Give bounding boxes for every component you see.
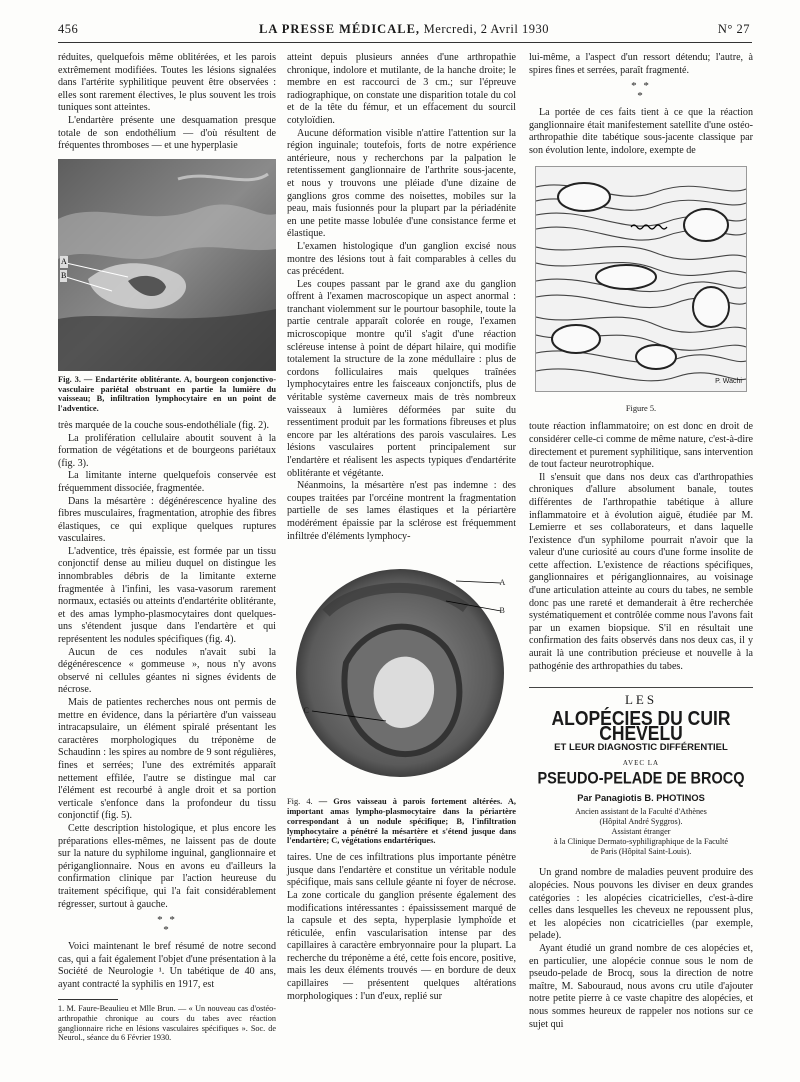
- paragraph: L'adventice, très épaissie, est formée par un tissu conjonctif dense au milieu duquel on distingue les innombrables débris de la limitante externe fragmentée à l'infini, les vasa-vasorum rarement normaux, ectasiés ou atteints d'endartérite oblitérante, et des amas lympho-plasmocytaires dont quelques-uns s'étendent jusque dans l'endartère et qui représentent les nodules spécifiques (fig. 4).: [58, 545, 276, 646]
- paragraph: Aucune déformation visible n'attire l'attention sur la région inguinale; toutefois, forts de notre expérience antérieure, nous y recherchons par la palpation le retentissement ganglionnaire de l'arthrite sous-jacente, et nous y trouvons une pléiade d'une dizaine de ganglions gros comme des noisettes, mobiles sur la peau, mais fusionnés pour la plupart par la périadénite en une petite masse lobulée d'une consistance ferme et élastique.: [287, 127, 516, 240]
- paragraph: toute réaction inflammatoire; on est donc en droit de considérer celle-ci comme de même nature, c'est-à-dire directement et purement syphilitique, sans intervention de tout facteur neurotrophique.: [529, 421, 753, 471]
- paragraph: Les coupes passant par le grand axe du ganglion offrent à l'examen macroscopique un aspect anormal : tranchant violemment sur le pourtour basophile, toute la partie centrale apparaît colorée en rouge, l'examen microscopique montre qu'il s'agit d'une réaction scléreuse intense à point de départ hilaire, qui modifie totalement la structure de la zone médullaire : plus de cordons folliculaires mais quelques traînées lymphocytaires entre les faisceaux conjonctifs, plus de véritable système caverneux mais de très nombreux vaisseaux à lumières déformées par suite du ressentiment produit par les formations fibreuses et plus encore par les altérations des parois vasculaires. Les lésions vasculaires portent principalement sur l'endartère et réalisent les aspects typiques d'endartérite oblitérante et végétante.: [287, 278, 516, 479]
- article-title: ALOPÉCIES DU CUIR CHEVELU: [551, 706, 731, 744]
- caption-label: Fig. 3.: [58, 374, 81, 384]
- paragraph: La prolifération cellulaire aboutit souvent à la formation de végétations et de bourgeons pariétaux (fig. 3).: [58, 432, 276, 469]
- figure-5-drawing: [535, 166, 747, 392]
- issue-date: Mercredi, 2 Avril 1930: [423, 22, 549, 36]
- article-subtitle: ET LEUR DIAGNOSTIC DIFFÉRENTIEL: [554, 742, 728, 754]
- figure-label-c: C: [303, 706, 309, 716]
- section-separator: * * *: [631, 80, 651, 103]
- paragraph: Il s'ensuit que dans nos deux cas d'arthropathies chroniques d'allure absolument banale, toutes différentes de l'arthropathie tabétique à allure inflammatoire et à évolution aiguë, étudiée par M. Lemierre et ses collaborateurs, et dans laquelle l'existence d'un syphilome pourrait n'avoir que la valeur d'une curiosité au cours d'une forme insolite de cette affection. L'existence de réactions spécifiques, ganglionnaires et périganglionnaires, au voisinage d'une articulation atteinte au cours du tabes, ne semble donc pas une rareté et demanderait à être recherchée systématiquement et contrôlée comme nous l'avons fait par un examen biopsique. S'il en résultait une confirmation des faits observés dans nos deux cas, il y aurait là une contribution précieuse et nouvelle à la pathogénie des arthropathies du tabes.: [529, 471, 753, 672]
- footnote: 1. M. Faure-Beaulieu et Mlle Brun. — « Un nouveau cas d'ostéo-arthropathie chronique au cours du tabes avec réaction ganglionnaire riche en lésions vasculaires spécifiques ». Soc. de Neurol., séance du 6 Février 1930.: [58, 1004, 276, 1043]
- figure-label-b: B: [499, 606, 505, 616]
- paragraph: L'endartère présente une desquamation presque totale de son endothélium — d'où résultent de fréquentes thromboses — et une hyperplasie: [58, 114, 276, 152]
- paragraph: réduites, quelquefois même oblitérées, et les parois extrêmement modifiées. Toutes les lésions signalées dans l'artérite syphilitique peuvent être observées : elles sont rarement électives, le plus souvent les trois tuniques sont atteintes.: [58, 52, 276, 114]
- paragraph: L'examen histologique d'un ganglion excisé nous montre des lésions tout à fait comparables à celles du cas précédent.: [287, 240, 516, 278]
- paragraph: très marquée de la couche sous-endothéliale (fig. 2).: [58, 419, 270, 431]
- figure-3-micrograph: [58, 159, 276, 371]
- running-header: [58, 20, 750, 42]
- paragraph: taires. Une de ces infiltrations plus importante pénètre jusque dans l'endartère et constitue un véritable nodule spécifique, mais sans cellule géante ni foyer de nécrose. La zone corticale du ganglion présente également des modifications intéressantes : épaississement marqué de la capsule et des septa, hyperplasie lymphoïde et réticulée, enfin vascularisation intense par des capillaires à caractère embryonnaire pour la plupart. La recherche du tréponème a été, cette fois encore, positive, mais les deux éléments trouvés — en bordure de deux capillaires — présentent quelques altérations morphologiques : l'un d'eux, replié sur: [287, 852, 516, 1002]
- paragraph: Ayant étudié un grand nombre de ces alopécies et, en particulier, une alopécie connue sous le nom de pseudo-pelade de Brocq, sous la direction de notre maître, M. Sabouraud, nous avons cru utile d'ajouter notre petite pierre à ce vaste chapitre des alopécies, et nous sommes heureux de rappeler nos notions sur ce sujet qui: [529, 942, 753, 1030]
- paragraph: lui-même, a l'aspect d'un ressort détendu; l'autre, à spires fines et serrées, paraît fragmenté.: [529, 52, 753, 76]
- caption-label: Fig. 4.: [287, 797, 313, 807]
- figure-5-caption: Figure 5.: [625, 403, 657, 413]
- article-title-secondary: PSEUDO-PELADE DE BROCQ: [537, 769, 745, 789]
- paragraph: Un grand nombre de maladies peuvent produire des alopécies. Nous pouvons les diviser en deux grandes catégories : les alopécies cicatricielles, c'est-à-dire celles dans lesquelles les cheveux ne repoussent plus, et les alopécies non cicatricielles (par exemple, pelade).: [529, 867, 753, 942]
- caption-text: — Endartérite oblitérante. A, bourgeon conjonctivo-vasculaire pariétal obstruant en partie la lumière du vaisseau; B, infiltration lymphocytaire en un point de l'adventice.: [58, 374, 276, 414]
- column-1: [58, 52, 276, 1043]
- article-top-rule: [529, 687, 753, 688]
- figure-4-caption: [287, 797, 516, 846]
- paragraph: Néanmoins, la mésartère n'est pas indemne : des coupes traitées par l'orcéine montrent la fragmentation partielle de ses lames élastiques et la périartère modérément épaissie par la sclérose est fréquemment infiltrée d'éléments lymphocy-: [287, 480, 516, 542]
- column-3: [529, 52, 753, 1031]
- author-affiliation: Ancien assistant de la Faculté d'Athènes (Hôpital André Syggros). Assistant étranger à la Clinique Dermato-syphiligraphique de la Faculté de Paris (Hôpital Saint-Louis).: [553, 807, 729, 857]
- paragraph: atteint depuis plusieurs années d'une arthropathie chronique, indolore et mutilante, de la hanche droite; le membre en est raccourci de 3 cm.; sur l'épreuve radiographique, on constate une disparition totale du col et de la tête du fémur, et un effacement du sourcil cotyloïdien.: [287, 52, 516, 126]
- article-author: Par Panagiotis B. PHOTINOS: [577, 792, 705, 803]
- column-2: [287, 52, 516, 1003]
- header-rule: [58, 42, 752, 43]
- figure-4-micrograph: [296, 553, 508, 793]
- paragraph: Cette description histologique, et plus encore les préparations elles-mêmes, ne laissent pas de doute sur la nature du syphilome inguinal, ganglionnaire et périganglionnaire. Nous en avons eu d'ailleurs la confirmation clinique par l'action heureuse du traitement spécifique, qui l'a fait considérablement régresser, surtout à gauche.: [58, 822, 276, 910]
- caption-text: — Gros vaisseau à parois fortement altérées. A, important amas lympho-plasmocytaire dans la périartère correspondant à un nodule spécifique; B, l'infiltration lymphocytaire a pénétré la mésartère et s'étend jusque dans l'endartère; C, végétations endartériques.: [287, 797, 516, 846]
- page-number: 456: [58, 22, 79, 36]
- paragraph: Dans la mésartère : dégénérescence hyaline des fibres musculaires, fragmentation, atrophie des fibres élastiques, ce qui explique quelques ruptures vasculaires.: [58, 495, 276, 545]
- figure-3-caption: [58, 375, 276, 414]
- journal-title-line: [58, 22, 750, 37]
- journal-name: LA PRESSE MÉDICALE,: [258, 22, 421, 36]
- figure-label-a: A: [499, 578, 506, 588]
- figure-label-a: A: [60, 256, 68, 269]
- artist-signature: P. Wachi: [715, 377, 742, 385]
- article-subtitle-connector: AVEC LA: [622, 758, 660, 767]
- figure-label-b: B: [60, 270, 67, 283]
- issue-number: N° 27: [717, 22, 750, 36]
- paragraph: La limitante interne quelquefois conservée est fréquemment dissociée, fragmentée.: [58, 470, 276, 494]
- article-title-prefix: LES: [624, 692, 658, 708]
- paragraph: Voici maintenant le bref résumé de notre second cas, qui a fait également l'objet d'une présentation à la Société de Neurologie ¹. Un tabétique de 40 ans, ayant contracté la syphilis en 1917, est: [58, 941, 276, 990]
- footnote-rule: [58, 999, 118, 1000]
- paragraph: La portée de ces faits tient à ce que la réaction ganglionnaire était manifestement satellite d'une ostéo-arthropathie dite tabétique sous-jacente classique par son évolution lente, indolore, exempte de: [529, 107, 753, 156]
- paragraph: Aucun de ces nodules n'avait subi la dégénérescence « gommeuse », nous n'y avons observé ni cellules géantes ni signes évidents de nécrose.: [58, 646, 276, 696]
- section-separator: * * *: [157, 914, 177, 937]
- paragraph: Mais de patientes recherches nous ont permis de mettre en évidence, dans la périartère d'un vaisseau intracapsulaire, un élément spiralé présentant les caractères morphologiques du tréponème de Schaudinn : les spires au nombre de 9 sont régulières, fines et serrées; l'une des extrémités apparaît nettement effilée, l'autre se distingue mal car l'élément est recourbé à angle droit et sa portion verticale s'enfonce dans la profondeur du tissu conjonctif (fig. 5).: [58, 697, 276, 822]
